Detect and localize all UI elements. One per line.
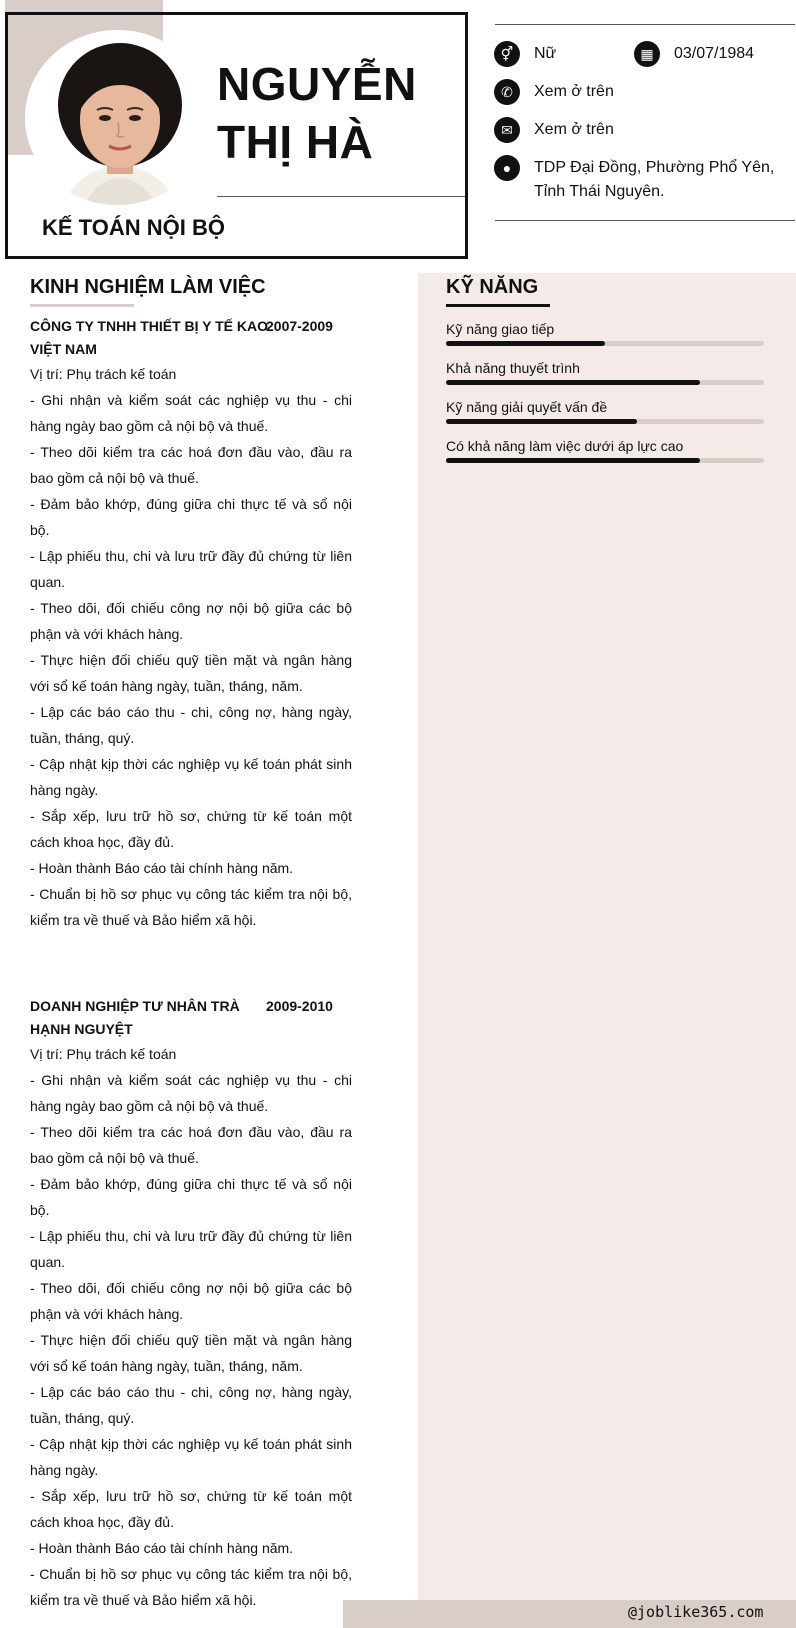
job-1-company: CÔNG TY TNHH THIẾT BỊ Y TẾ KAO VIỆT NAM [30, 318, 269, 357]
job-1-line: - Thực hiện đối chiếu quỹ tiền mặt và ngân hàng với sổ kế toán hàng ngày, tuần, tháng, năm. [30, 652, 352, 694]
skill-item [446, 397, 764, 424]
skills-heading: KỸ NĂNG [446, 276, 539, 298]
phone-icon: ✆ [494, 79, 520, 105]
contact-bottom-divider [495, 220, 795, 221]
job-2-line: - Cập nhật kịp thời các nghiệp vụ kế toán phát sinh hàng ngày. [30, 1436, 352, 1478]
job-1-line: - Đảm bảo khớp, đúng giữa chi thực tế và sổ nội bộ. [30, 496, 352, 538]
contact-phone: Xem ở trên [534, 83, 614, 100]
job-2-line: Vị trí: Phụ trách kế toán [30, 1046, 177, 1062]
skill-bar-fill [446, 458, 700, 463]
skills-panel-background [418, 273, 796, 1628]
skill-bar-track [446, 341, 764, 346]
job-1-description [30, 361, 352, 933]
avatar [25, 30, 210, 205]
skill-bar-fill [446, 419, 637, 424]
job-title: KẾ TOÁN NỘI BỘ [42, 215, 225, 240]
location-pin-icon: ● [494, 155, 520, 181]
gender-icon: ⚥ [494, 41, 520, 67]
job-1-line: Vị trí: Phụ trách kế toán [30, 366, 177, 382]
skill-name: Kỹ năng giao tiếp [446, 321, 555, 337]
experience-heading: KINH NGHIỆM LÀM VIỆC [30, 276, 266, 298]
name-line-2: THỊ HÀ [217, 116, 374, 168]
job-1-line: - Hoàn thành Báo cáo tài chính hàng năm. [30, 860, 294, 876]
skill-bar-track [446, 419, 764, 424]
name-line-1: NGUYỄN [217, 58, 417, 110]
job-2-company: DOANH NGHIỆP TƯ NHÂN TRÀ HẠNH NGUYỆT [30, 998, 240, 1037]
job-2-line: - Ghi nhận và kiểm soát các nghiệp vụ thu - chi hàng ngày bao gồm cả nội bộ và thuế. [30, 1072, 352, 1114]
job-2-line: - Hoàn thành Báo cáo tài chính hàng năm. [30, 1540, 294, 1556]
job-2-line: - Chuẩn bị hồ sơ phục vụ công tác kiểm tra nội bộ, kiểm tra về thuế và Bảo hiểm xã hội. [30, 1566, 352, 1608]
skill-item [446, 436, 764, 463]
footer-watermark: @joblike365.com [628, 1603, 764, 1621]
job-1-period: 2007-2009 [266, 318, 333, 334]
contact-birthdate: 03/07/1984 [674, 45, 755, 62]
envelope-icon: ✉ [494, 117, 520, 143]
skill-bar-track [446, 458, 764, 463]
portrait-photo [25, 30, 210, 205]
skills-heading-underline [446, 304, 550, 307]
contact-address: TDP Đại Đồng, Phường Phổ Yên, Tỉnh Thái Nguyên. [534, 159, 775, 200]
job-2-line: - Thực hiện đối chiếu quỹ tiền mặt và ngân hàng với sổ kế toán hàng ngày, tuần, tháng, năm. [30, 1332, 352, 1374]
name-divider [217, 196, 465, 197]
job-1-line: - Lập phiếu thu, chi và lưu trữ đầy đủ chứng từ liên quan. [30, 548, 352, 590]
skill-bar-track [446, 380, 764, 385]
job-1-line: - Theo dõi, đối chiếu công nợ nội bộ giữa các bộ phận và với khách hàng. [30, 600, 352, 642]
calendar-icon: ▦ [634, 41, 660, 67]
job-1-line: - Ghi nhận và kiểm soát các nghiệp vụ thu - chi hàng ngày bao gồm cả nội bộ và thuế. [30, 392, 352, 434]
job-2-line: - Theo dõi, đối chiếu công nợ nội bộ giữa các bộ phận và với khách hàng. [30, 1280, 352, 1322]
skill-name: Có khả năng làm việc dưới áp lực cao [446, 438, 684, 454]
skill-bar-fill [446, 380, 700, 385]
skill-bar-fill [446, 341, 605, 346]
job-1-line: - Chuẩn bị hồ sơ phục vụ công tác kiểm tra nội bộ, kiểm tra về thuế và Bảo hiểm xã hội. [30, 886, 352, 928]
job-2-description [30, 1041, 352, 1613]
experience-heading-underline [30, 304, 134, 307]
skill-item [446, 319, 764, 346]
skill-name: Khả năng thuyết trình [446, 360, 580, 376]
job-2-line: - Lập phiếu thu, chi và lưu trữ đầy đủ chứng từ liên quan. [30, 1228, 352, 1270]
job-1-line: - Sắp xếp, lưu trữ hồ sơ, chứng từ kế toán một cách khoa học, đầy đủ. [30, 808, 352, 850]
candidate-name [217, 55, 417, 171]
job-2-line: - Theo dõi kiểm tra các hoá đơn đầu vào, đầu ra bao gồm cả nội bộ và thuế. [30, 1124, 352, 1166]
skill-item [446, 358, 764, 385]
job-1-line: - Theo dõi kiểm tra các hoá đơn đầu vào, đầu ra bao gồm cả nội bộ và thuế. [30, 444, 352, 486]
contact-email: Xem ở trên [534, 121, 614, 138]
job-1-line: - Cập nhật kịp thời các nghiệp vụ kế toán phát sinh hàng ngày. [30, 756, 352, 798]
contact-top-divider [495, 24, 795, 25]
job-2-line: - Sắp xếp, lưu trữ hồ sơ, chứng từ kế toán một cách khoa học, đầy đủ. [30, 1488, 352, 1530]
job-2-line: - Lập các báo cáo thu - chi, công nợ, hàng ngày, tuần, tháng, quý. [30, 1384, 352, 1426]
job-2-period: 2009-2010 [266, 998, 333, 1014]
skill-name: Kỹ năng giải quyết vấn đề [446, 399, 608, 415]
job-1-line: - Lập các báo cáo thu - chi, công nợ, hàng ngày, tuần, tháng, quý. [30, 704, 352, 746]
contact-gender: Nữ [534, 45, 557, 62]
job-2-line: - Đảm bảo khớp, đúng giữa chi thực tế và sổ nội bộ. [30, 1176, 352, 1218]
